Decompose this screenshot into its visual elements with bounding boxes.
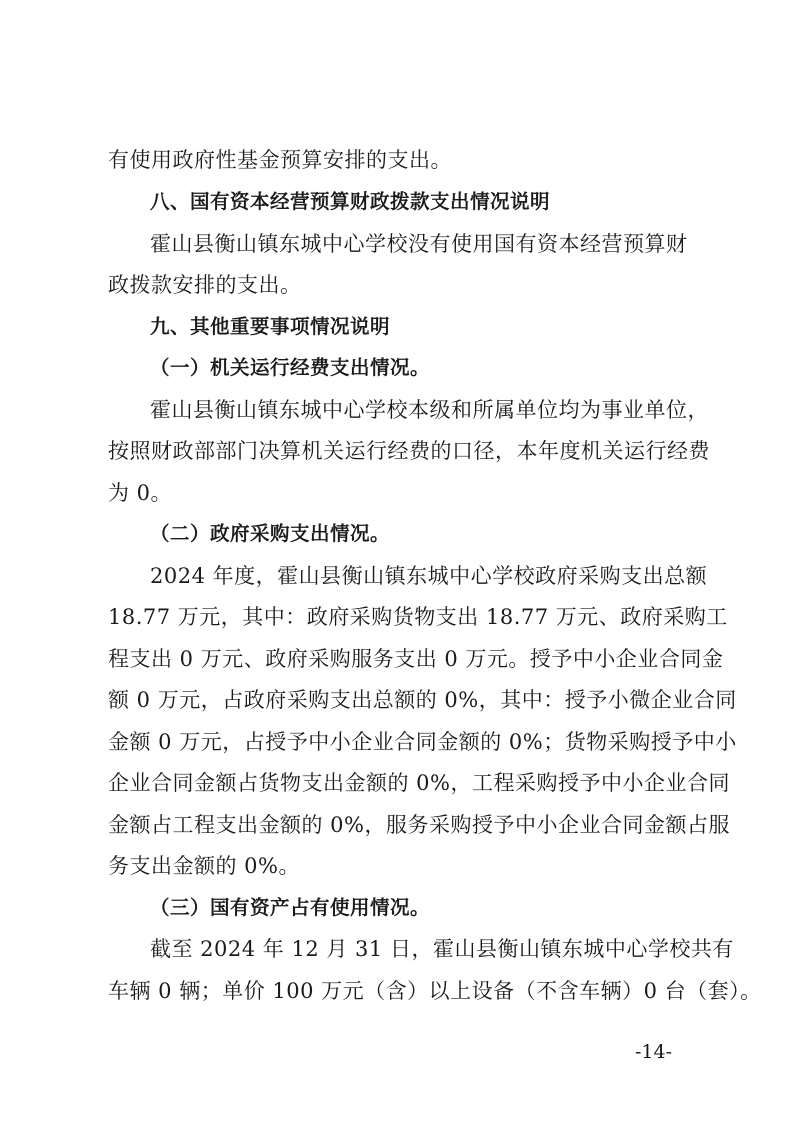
subsection-heading-3: （三）国有资产占有使用情况。 <box>150 896 431 919</box>
page-number: -14- <box>635 1041 673 1063</box>
paragraph-line: 车辆 0 辆；单价 100 万元（含）以上设备（不含车辆）0 台（套）。 <box>108 979 762 1003</box>
paragraph-line: 霍山县衡山镇东城中心学校本级和所属单位均为事业单位， <box>150 398 709 422</box>
paragraph-line: 金额占工程支出金额的 0%，服务采购授予中小企业合同金额占服 <box>108 813 730 837</box>
paragraph-line: 霍山县衡山镇东城中心学校没有使用国有资本经营预算财 <box>150 232 688 256</box>
paragraph-line: 2024 年度，霍山县衡山镇东城中心学校政府采购支出总额 <box>150 564 708 588</box>
paragraph-line: 企业合同金额占货物支出金额的 0%，工程采购授予中小企业合同 <box>108 771 730 795</box>
subsection-heading-1: （一）机关运行经费支出情况。 <box>150 356 431 379</box>
paragraph-line: 18.77 万元，其中：政府采购货物支出 18.77 万元、政府采购工 <box>108 605 728 629</box>
paragraph-line: 为 0。 <box>108 481 173 505</box>
paragraph-line: 按照财政部部门决算机关运行经费的口径，本年度机关运行经费 <box>108 439 710 463</box>
paragraph-line: 务支出金额的 0%。 <box>108 854 300 878</box>
paragraph-line: 政拨款安排的支出。 <box>108 273 302 297</box>
paragraph-line: 程支出 0 万元、政府采购服务支出 0 万元。授予中小企业合同金 <box>108 647 724 671</box>
section-heading-9: 九、其他重要事项情况说明 <box>150 315 391 338</box>
paragraph-line: 有使用政府性基金预算安排的支出。 <box>108 148 452 172</box>
paragraph-line: 截至 2024 年 12 月 31 日，霍山县衡山镇东城中心学校共有 <box>150 937 734 961</box>
paragraph-line: 金额 0 万元，占授予中小企业合同金额的 0%；货物采购授予中小 <box>108 730 737 754</box>
section-heading-8: 八、国有资本经营预算财政拨款支出情况说明 <box>150 190 551 213</box>
subsection-heading-2: （二）政府采购支出情况。 <box>150 522 391 545</box>
paragraph-line: 额 0 万元，占政府采购支出总额的 0%，其中：授予小微企业合同 <box>108 688 737 712</box>
